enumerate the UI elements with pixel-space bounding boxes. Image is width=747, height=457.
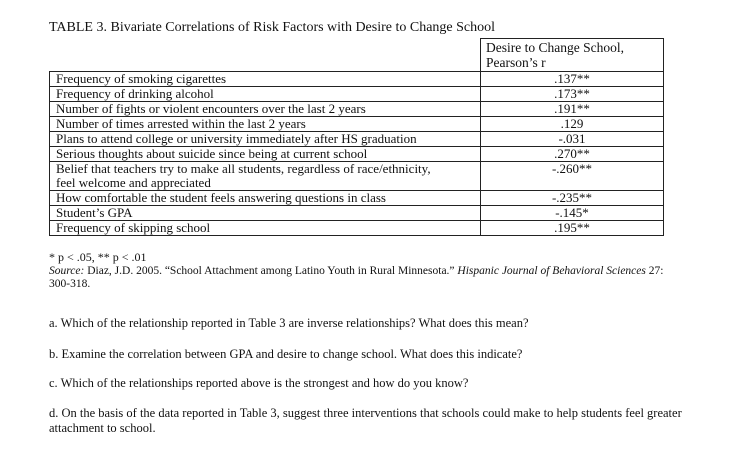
factor-cell: How comfortable the student feels answering questions in class [50, 191, 481, 206]
factor-cell: Plans to attend college or university immediately after HS graduation [50, 132, 481, 147]
column-header-line2: Pearson’s r [486, 55, 546, 70]
question-d: d. On the basis of the data reported in Table 3, suggest three interventions that schools could make to help students feel greater attachment to school. [49, 406, 682, 435]
table-row [50, 147, 664, 162]
source-journal: Hispanic Journal of Behavioral Sciences [457, 265, 646, 277]
significance-footnote: * p < .05, ** p < .01 [49, 250, 147, 264]
question-c: c. Which of the relationships reported above is the strongest and how do you know? [49, 376, 469, 390]
header-blank-cell [50, 39, 481, 72]
r-value-cell: -.031 [481, 132, 664, 147]
factor-cell: Frequency of drinking alcohol [50, 87, 481, 102]
r-value-cell: .195** [481, 221, 664, 236]
table-row [50, 162, 664, 191]
factor-line2: feel welcome and appreciated [56, 175, 211, 190]
r-value-cell: .129 [481, 117, 664, 132]
table-row [50, 117, 664, 132]
r-value-cell: -.260** [481, 162, 664, 191]
factor-cell: Serious thoughts about suicide since being at current school [50, 147, 481, 162]
question-b: b. Examine the correlation between GPA and desire to change school. What does this indicate? [49, 347, 523, 361]
table-row [50, 132, 664, 147]
r-value-cell: .191** [481, 102, 664, 117]
factor-line1: Belief that teachers try to make all students, regardless of race/ethnicity, [56, 161, 431, 176]
column-header-line1: Desire to Change School, [486, 40, 624, 55]
r-value-cell: -.235** [481, 191, 664, 206]
factor-cell: Number of fights or violent encounters over the last 2 years [50, 102, 481, 117]
table-header-row [50, 39, 664, 72]
factor-cell: Number of times arrested within the last 2 years [50, 117, 481, 132]
source-label: Source: [49, 265, 85, 277]
column-header [481, 39, 664, 72]
table-row [50, 72, 664, 87]
source-citation [49, 265, 669, 291]
table-row [50, 191, 664, 206]
source-text: Diaz, J.D. 2005. “School Attachment among Latino Youth in Rural Minnesota.” [84, 265, 458, 277]
factor-cell: Frequency of skipping school [50, 221, 481, 236]
table-row [50, 221, 664, 236]
table-row [50, 102, 664, 117]
r-value-cell: .270** [481, 147, 664, 162]
r-value-cell: .137** [481, 72, 664, 87]
question-a: a. Which of the relationship reported in Table 3 are inverse relationships? What does this mean? [49, 316, 529, 330]
factor-cell: Student’s GPA [50, 206, 481, 221]
correlation-table [49, 38, 664, 236]
table-row [50, 206, 664, 221]
r-value-cell: -.145* [481, 206, 664, 221]
factor-cell [50, 162, 481, 191]
source-volume: 27: 300-318. [49, 265, 664, 290]
table-title: TABLE 3. Bivariate Correlations of Risk Factors with Desire to Change School [49, 20, 496, 35]
table-row [50, 87, 664, 102]
r-value-cell: .173** [481, 87, 664, 102]
factor-cell: Frequency of smoking cigarettes [50, 72, 481, 87]
